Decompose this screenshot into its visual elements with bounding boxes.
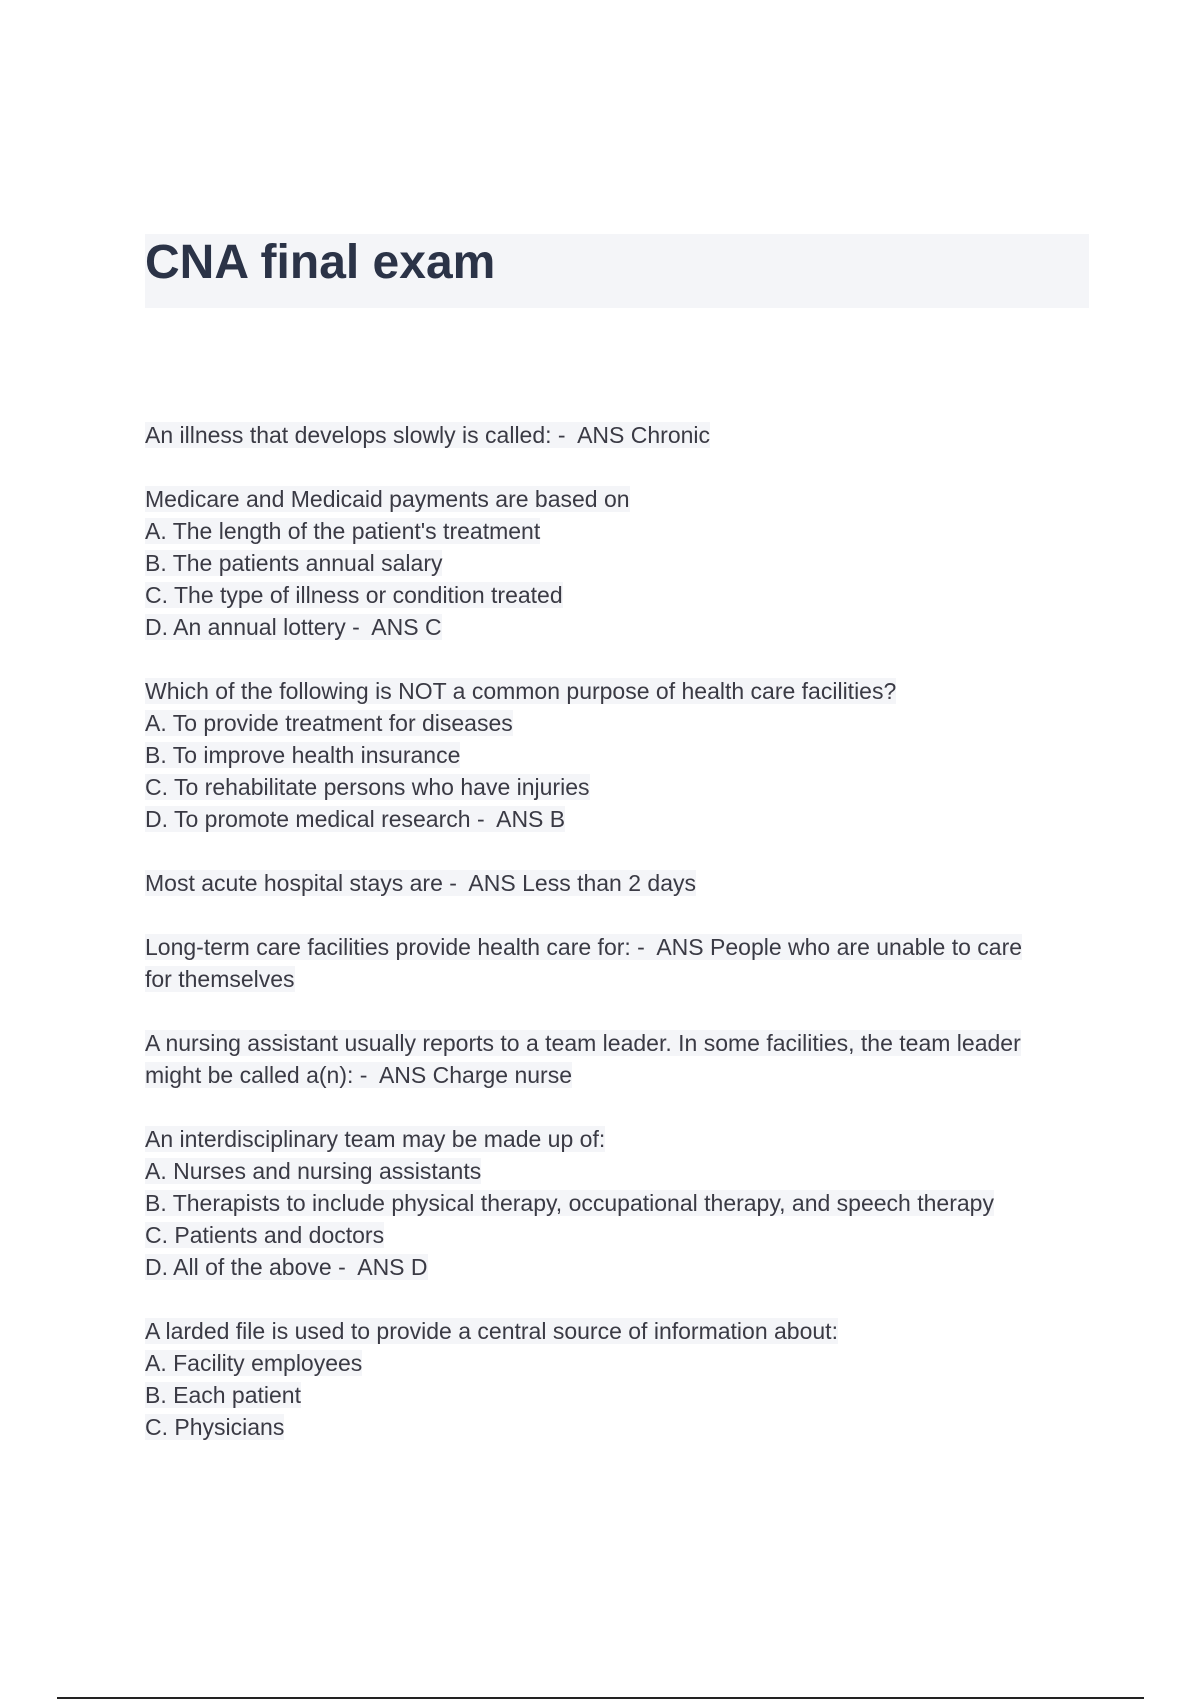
answer-option: C. Patients and doctors [145,1222,385,1248]
answer-option: C. The type of illness or condition treated [145,582,563,608]
question-line: Most acute hospital stays are - ANS Less than 2 days [145,870,697,896]
question-item [145,419,1089,451]
page-title: CNA final exam [145,236,496,289]
question-item [145,931,1089,995]
answer-option: B. Each patient [145,1382,301,1408]
question-item [145,867,1089,899]
answer-option: A. Facility employees [145,1350,363,1376]
answer-option: B. Therapists to include physical therapy, occupational therapy, and speech therapy [145,1190,994,1216]
question-line: Medicare and Medicaid payments are based on [145,486,630,512]
answer-option: A. To provide treatment for diseases [145,710,513,736]
question-item [145,483,1089,643]
footer-divider [57,1697,1144,1699]
answer-option: A. Nurses and nursing assistants [145,1158,482,1184]
question-line: for themselves [145,966,295,992]
question-line: might be called a(n): - ANS Charge nurse [145,1062,572,1088]
question-line: A nursing assistant usually reports to a team leader. In some facilities, the team leader [145,1030,1021,1056]
question-item [145,1123,1089,1283]
answer-option: B. The patients annual salary [145,550,443,576]
answer-option: D. An annual lottery - ANS C [145,614,442,640]
answer-option: C. To rehabilitate persons who have injuries [145,774,590,800]
question-item [145,1315,1089,1443]
title-block [145,234,1089,308]
question-line: A larded file is used to provide a central source of information about: [145,1318,838,1344]
answer-option: D. To promote medical research - ANS B [145,806,566,832]
question-line: Long-term care facilities provide health care for: - ANS People who are unable to care [145,934,1023,960]
question-line: An interdisciplinary team may be made up of: [145,1126,606,1152]
question-list [145,419,1089,1475]
answer-option: A. The length of the patient's treatment [145,518,541,544]
question-line: Which of the following is NOT a common purpose of health care facilities? [145,678,897,704]
question-item [145,1027,1089,1091]
answer-option: C. Physicians [145,1414,285,1440]
question-item [145,675,1089,835]
question-line: An illness that develops slowly is called: - ANS Chronic [145,422,711,448]
answer-option: B. To improve health insurance [145,742,461,768]
answer-option: D. All of the above - ANS D [145,1254,428,1280]
